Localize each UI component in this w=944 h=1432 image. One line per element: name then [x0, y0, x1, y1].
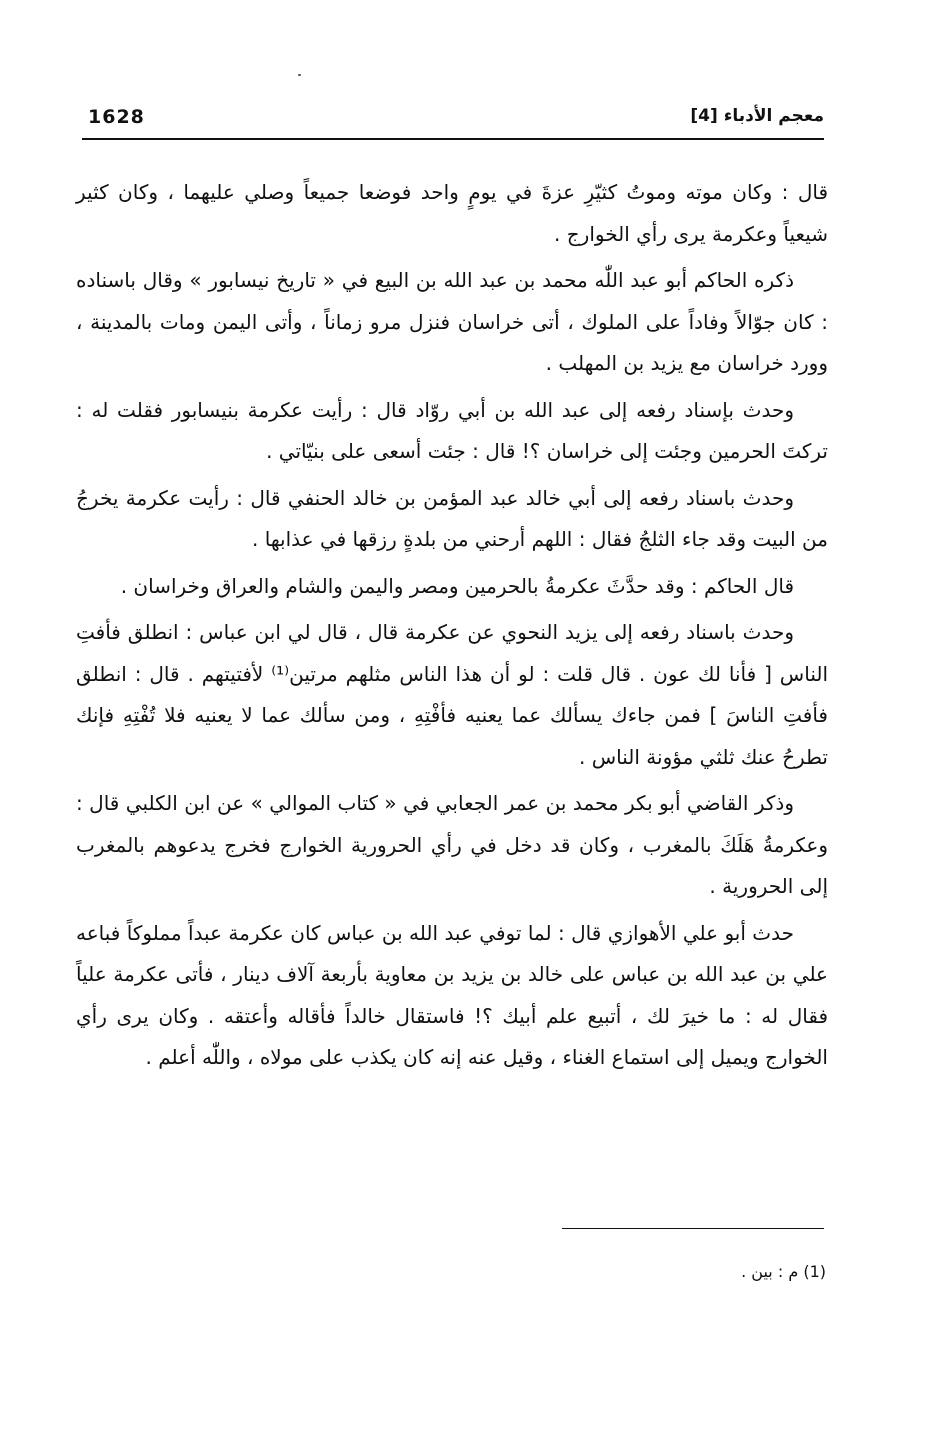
header-rule [82, 138, 824, 140]
footnote: (1) م : بين . [741, 1262, 826, 1281]
page-number: 1628 [88, 106, 145, 128]
paragraph: حدث أبو علي الأهوازي قال : لما توفي عبد الله بن عباس كان عكرمة عبداً مملوكاً فباعه علي بن عبد الله بن عباس على خالد بن يزيد بن معاوية بأربعة آلاف دينار ، فأتى عكرمة علياً فقال له : ما خيرَ لك ، أتبيع علم أبيك ؟! فاستقال خالداً فأقاله وأعتقه . وكان يرى رأي الخوارج ويميل إلى استماع الغناء ، وقيل عنه إنه كان يكذب على مولاه ، واللّٰه أعلم . [76, 920, 828, 1069]
running-head: معجم الأدباء [4] [690, 106, 824, 126]
paragraph: وحدث باسناد رفعه إلى أبي خالد عبد المؤمن بن خالد الحنفي قال : رأيت عكرمة يخرجُ من البيت وقد جاء الثلجُ فقال : اللهم أرحني من بلدةٍ رزقها في عذابها . [76, 485, 828, 551]
paragraph: وحدث بإسناد رفعه إلى عبد الله بن أبي روّاد قال : رأيت عكرمة بنيسابور فقلت له : تركتَ الحرمين وجئت إلى خراسان ؟! قال : جئت أسعى على بنيّاتي . [76, 397, 828, 463]
paragraph: ذكره الحاكم أبو عبد اللّٰه محمد بن عبد الله بن البيع في « تاريخ نيسابور » وقال باسناده : كان جوّالاً وفاداً على الملوك ، أتى خراسان فنزل مرو زماناً ، وأتى اليمن ومات بالمدينة ، وورد خراسان مع يزيد بن المهلب . [76, 268, 828, 375]
paragraph: وحدث باسناد رفعه إلى يزيد النحوي عن عكرمة قال ، قال لي ابن عباس : انطلق فأفتِ الناس [ فأنا لك عون . قال قلت : لو أن هذا الناس مثلهم مرتين⁽¹⁾ لأفتيتهم . قال : انطلق فأفتِ الناسَ ] فمن جاءك يسألك عما يعنيه فأفْتِهِ ، ومن سألك عما لا يعنيه فلا تُفْتِهِ فإنك تطرحُ عنك ثلثي مؤونة الناس . [76, 620, 829, 769]
print-speck [298, 74, 301, 76]
paragraph: وذكر القاضي أبو بكر محمد بن عمر الجعابي في « كتاب الموالي » عن ابن الكلبي قال : وعكرمةُ هَلَكَ بالمغرب ، وكان قد دخل في رأي الحرورية الخوارج فخرج يدعوهم بالمغرب إلى الحرورية . [76, 791, 828, 898]
paragraph: قال الحاكم : وقد حدَّثَ عكرمةُ بالحرمين ومصر واليمن والشام والعراق وخراسان . [120, 573, 794, 598]
page-header [82, 100, 824, 140]
paragraph: قال : وكان موته وموتُ كثيّرِ عزةَ في يومٍ واحد فوضعا جميعاً وصلي عليهما ، وكان كثير شيعياً وعكرمة يرى رأي الخوارج . [76, 180, 828, 246]
body-text [76, 172, 828, 1084]
footnote-rule [562, 1228, 824, 1229]
